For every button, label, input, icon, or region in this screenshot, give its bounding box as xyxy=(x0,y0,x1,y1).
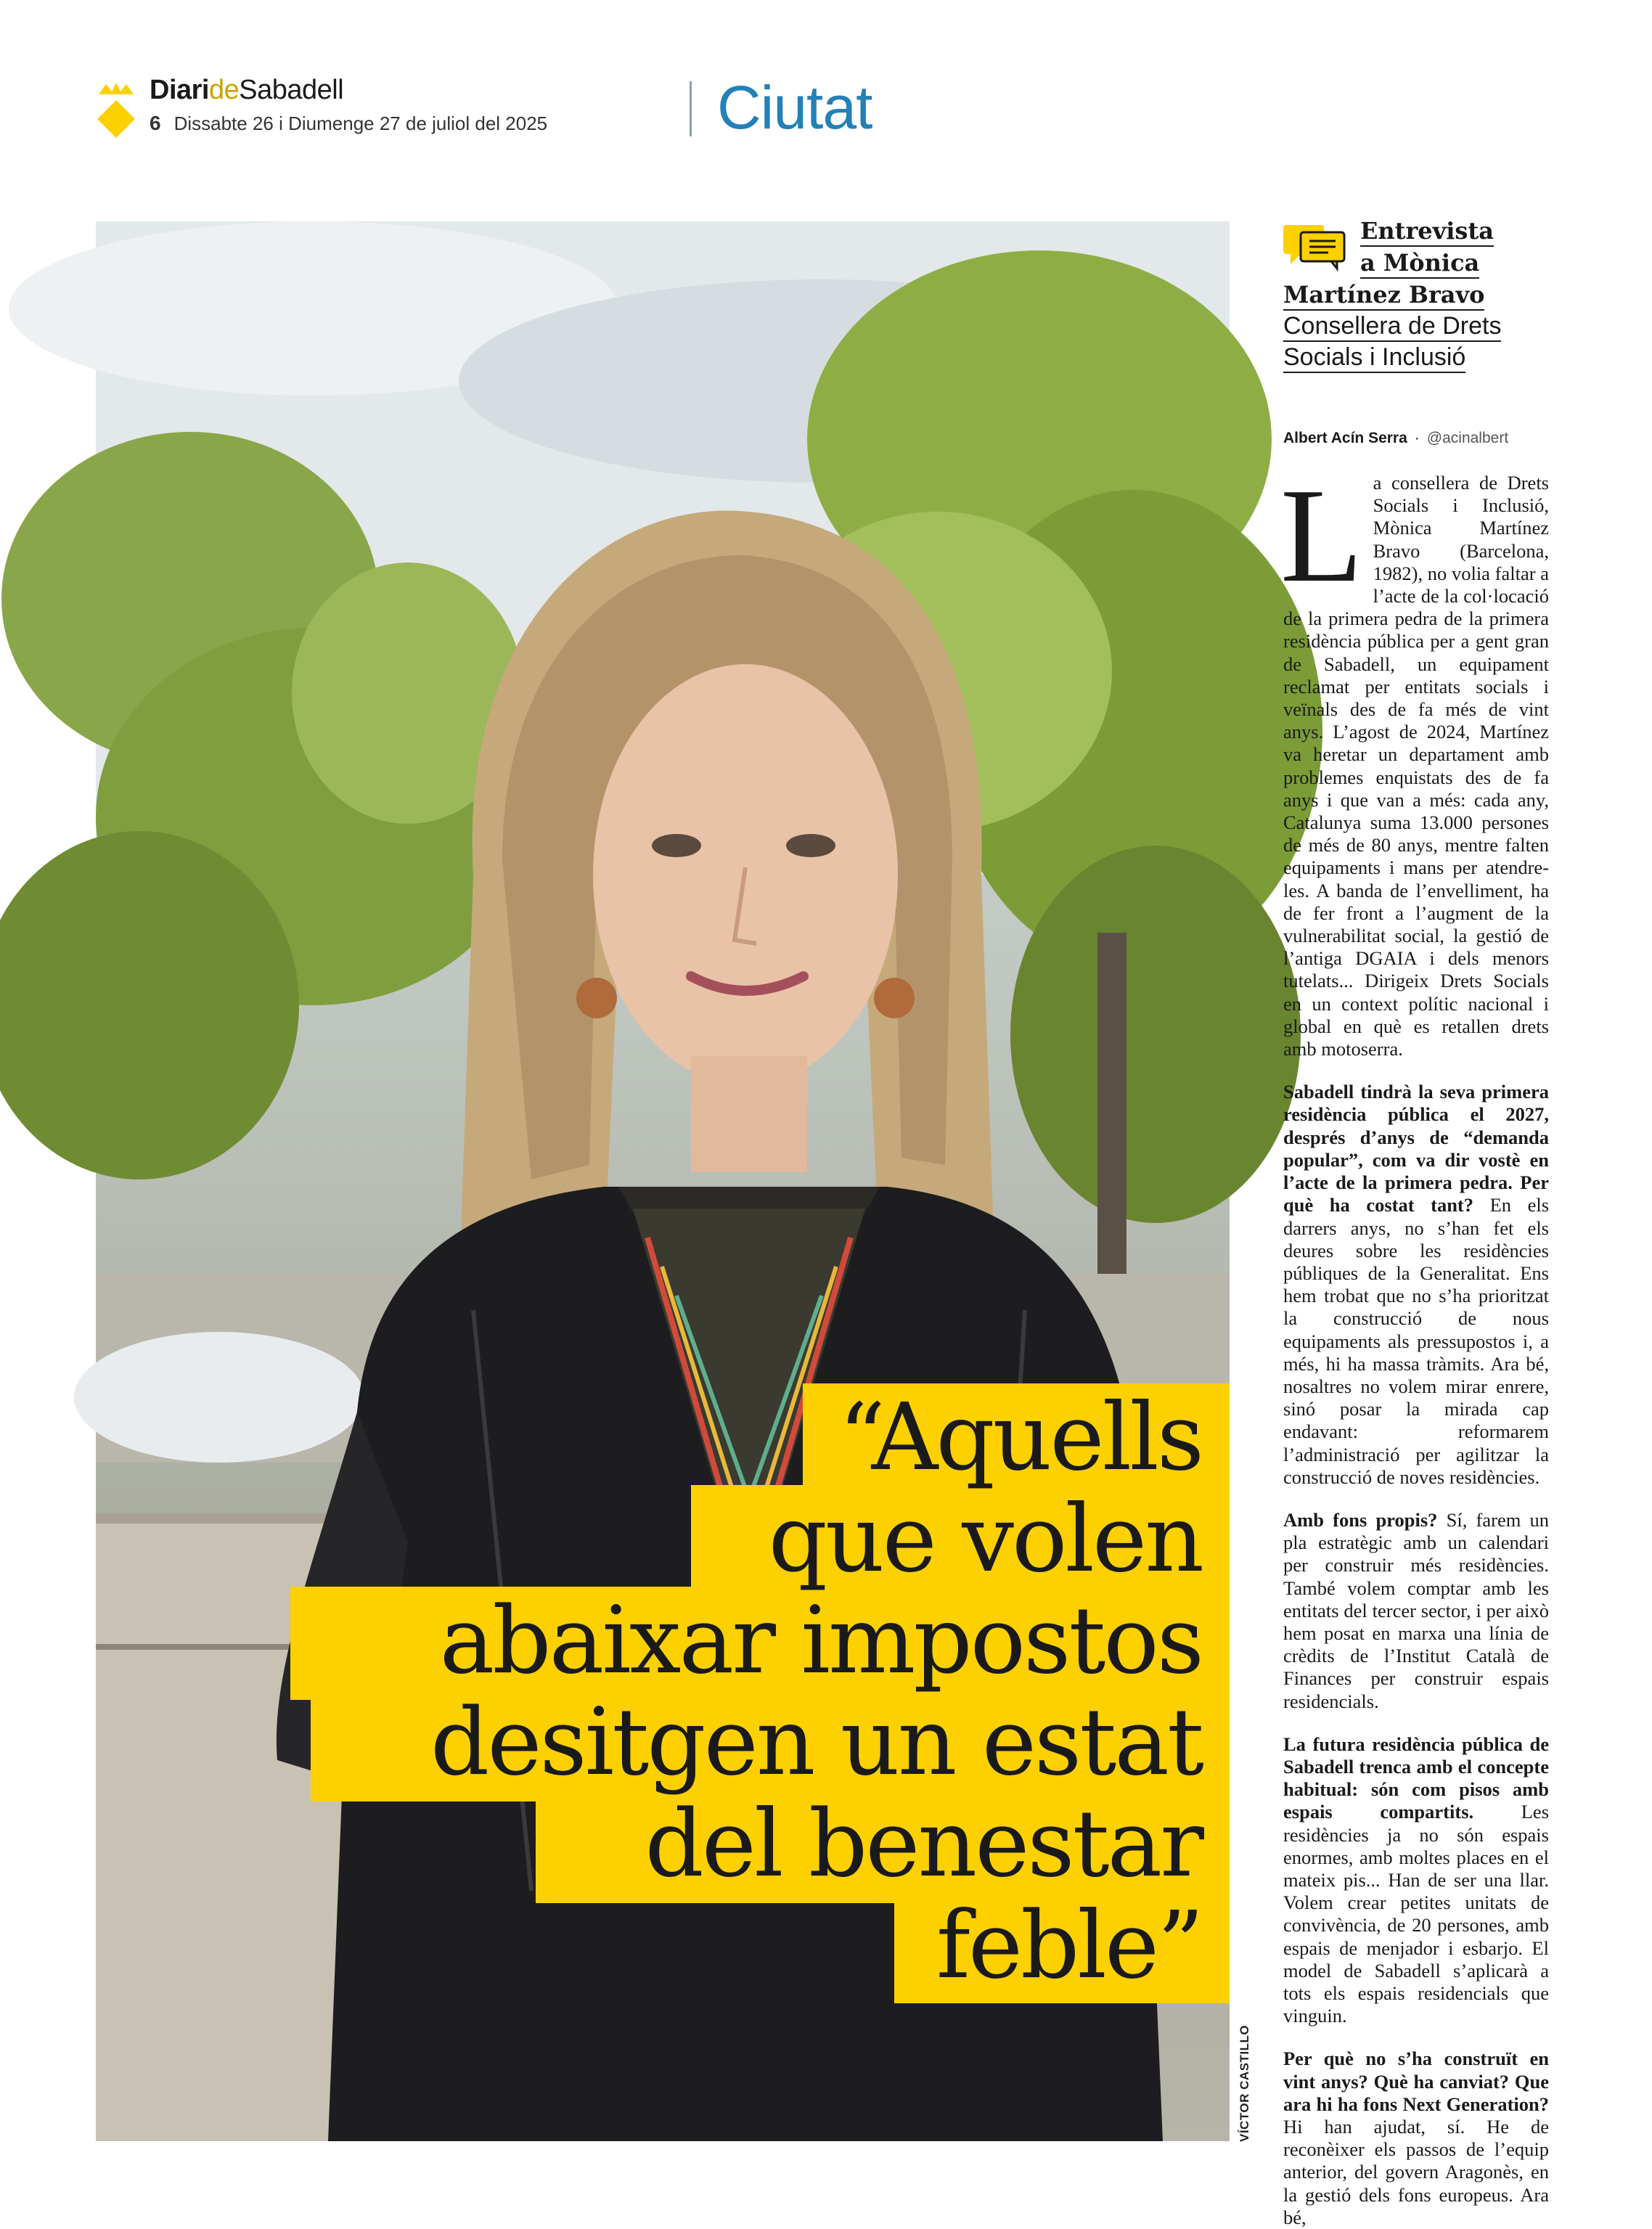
quote-line: feble” xyxy=(936,1891,1202,1999)
issue-date: Dissabte 26 i Diumenge 27 de juliol del 2025 xyxy=(173,113,548,134)
kicker-line: Martínez Bravo xyxy=(1283,280,1484,311)
qa-item xyxy=(1283,1081,1549,1489)
quote-line: que volen xyxy=(768,1485,1202,1592)
photo-credit-text: VÍCTOR CASTILLO xyxy=(1238,2024,1251,2142)
interview-kicker xyxy=(1283,215,1549,311)
qa-item xyxy=(1283,1509,1549,1713)
photo-credit xyxy=(1235,2024,1254,2142)
header-divider xyxy=(690,81,692,136)
question: Per què no s’ha construït en vint anys? Què ha canviat? Que ara hi ha fons Next Generation? xyxy=(1283,2048,1549,2115)
article-intro xyxy=(1280,461,1549,1060)
author-name: Albert Acín Serra xyxy=(1283,430,1407,446)
role-line: Consellera de Drets xyxy=(1283,311,1501,342)
intro-text: a consellera de Drets Socials i Inclusió, Mònica Martínez Bravo (Barcelona, 1982), no volia faltar a l’acte de la col·locació de la primera pedra de la primera residència pública per a gent gran de Sabadell, un equipament reclamat per entitats socials i veïnals des de fa més de vint anys. L’agost de 2024, Martínez va heretar un departament amb problemes enquistats des de fa anys i que van a més: cada any, Catalunya suma 13.000 persones de més de 80 anys, mentre falten equipaments i mans per atendre-les. A banda de l’envelliment, ha de fer front a l’augment de la vulnerabilitat social, la gestió de l’antiga DGAIA i dels menors tutelats... Dirigeix Drets Socials en un context polític nacional i global en què es retallen drets amb motoserra. xyxy=(1283,472,1549,1060)
quote-line: abaixar impostos xyxy=(439,1587,1202,1694)
answer: Sí, farem un pla estratègic amb un calendari per construir més residències. També volem comptar amb les entitats del tercer sector, i per això hem posat en marxa una línia de crèdits de l’Institut Català de Finances per construir espais residencials. xyxy=(1283,1508,1550,1712)
pull-quote xyxy=(258,1383,1202,1999)
brand-main: Diari xyxy=(150,75,209,105)
question: Amb fons propis? xyxy=(1283,1508,1438,1531)
quote-line: “Aquells xyxy=(838,1383,1202,1491)
section-title[interactable]: Ciutat xyxy=(717,73,872,142)
kicker-line: Entrevista xyxy=(1360,216,1494,247)
role-line: Socials i Inclusió xyxy=(1283,343,1465,373)
page-number: 6 xyxy=(150,112,161,134)
byline-separator: · xyxy=(1414,430,1420,446)
diamond-crown-logo-icon xyxy=(96,81,136,138)
byline xyxy=(1283,430,1549,447)
interviewee-role xyxy=(1283,311,1549,373)
qa-item xyxy=(1283,1733,1549,2028)
brand-de: de xyxy=(208,75,240,105)
brand-city: Sabadell xyxy=(239,75,344,105)
masthead[interactable] xyxy=(150,74,343,106)
drop-cap: L xyxy=(1280,461,1363,610)
article-body xyxy=(1280,461,1550,2228)
question: La futura residència pública de Sabadell trenca amb el concepte habitual: són com pisos amb espais compartits. xyxy=(1283,1733,1549,1823)
answer: Les residències ja no són espais enormes, amb moltes places en el mateix pis... Han de ser una llar. Volem crear petites unitats de convivència, de 20 persones, amb espais de menjador i esbarjo. El model de Sabadell s’aplicarà a tots els espais residencials que vinguin. xyxy=(1283,1801,1550,2027)
question: Sabadell tindrà la seva primera residència pública el 2027, després d’anys de “demanda popular”, com va dir vostè en l’acte de la primera pedra. Per què ha costat tant? xyxy=(1283,1081,1549,1216)
answer: Hi han ajudat, sí. He de reconèixer els passos de l’equip anterior, del govern Aragonès, en la gestió dels fons europeus. Ara bé, xyxy=(1283,2116,1549,2228)
kicker-line: a Mònica xyxy=(1360,248,1479,279)
page-info xyxy=(150,112,547,135)
author-handle[interactable]: @acinalbert xyxy=(1426,430,1509,446)
answer: En els darrers anys, no s’han fet els deures sobre les residències públiques de la Generalitat. Ens hem trobat que no s’ha prioritzat la construcció de nous equipaments als pressupostos i, a més, hi ha massa tràmits. Ara bé, nosaltres no volem mirar enrere, sinó posar la mirada cap endavant: reformarem l’administració per agilitzar la construcció de noves residències. xyxy=(1283,1194,1550,1488)
quote-line: desitgen un estat xyxy=(430,1688,1202,1796)
qa-item xyxy=(1283,2048,1549,2229)
quote-line: del benestar xyxy=(645,1790,1202,1897)
